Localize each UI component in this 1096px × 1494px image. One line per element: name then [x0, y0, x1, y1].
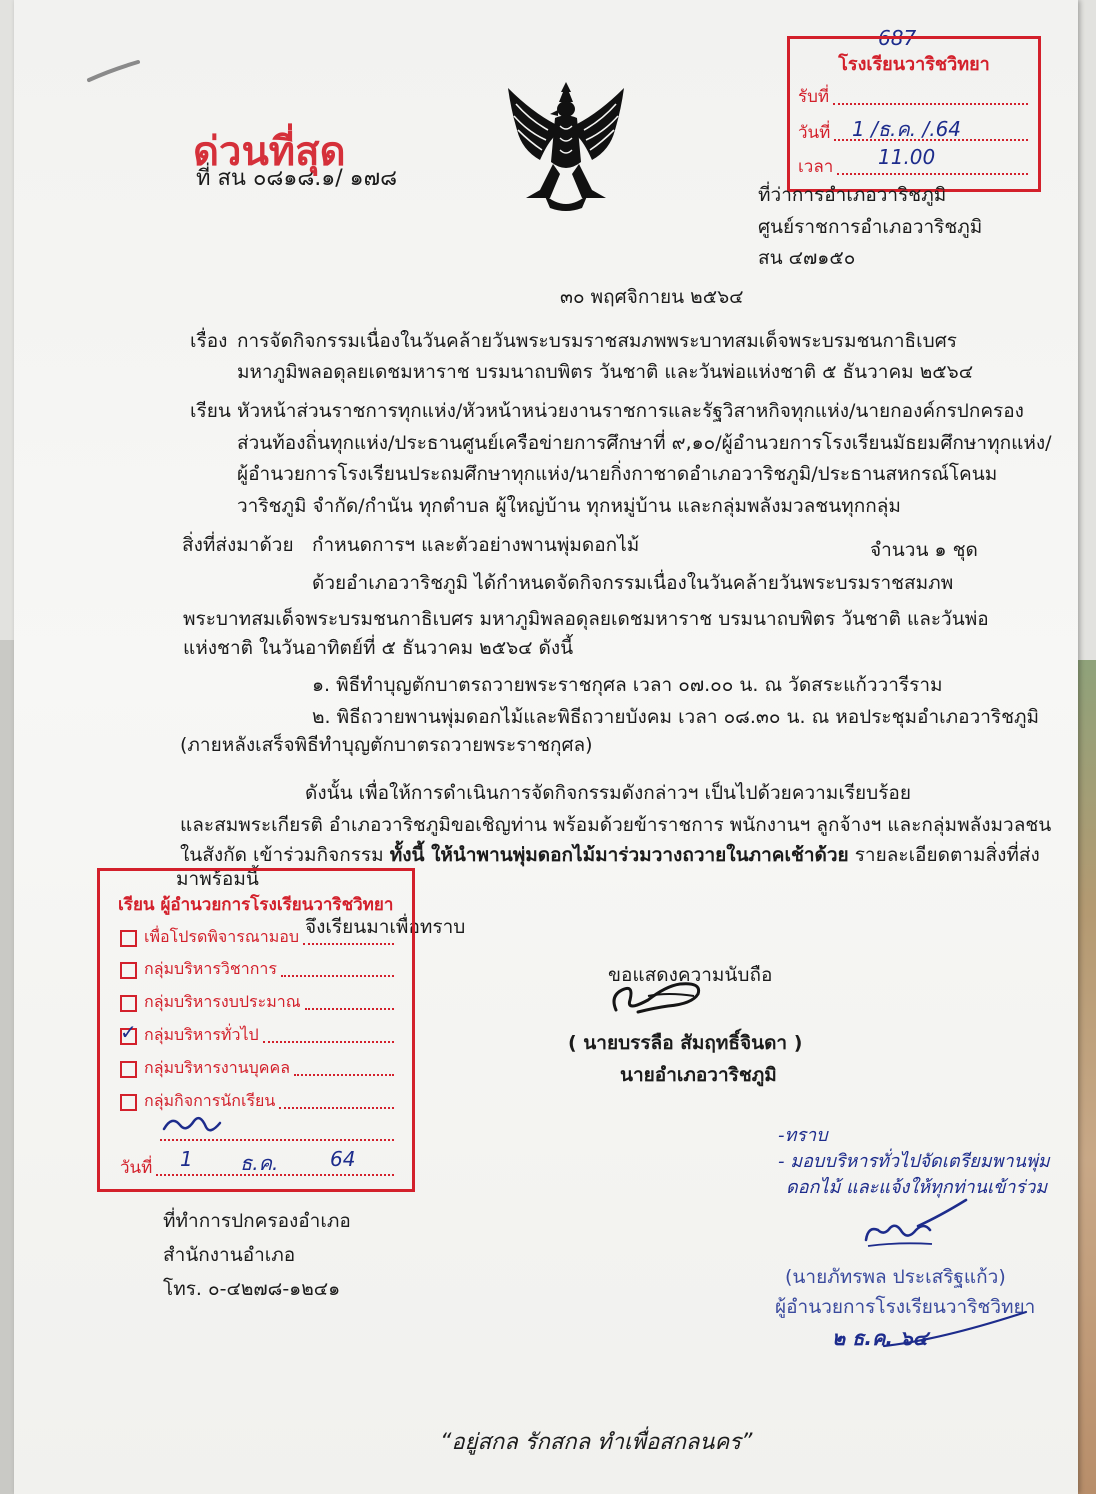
- subject-label: เรื่อง: [190, 330, 228, 352]
- garuda-emblem-icon: [500, 80, 632, 214]
- closing-line: จึงเรียนมาเพื่อทราบ: [305, 916, 466, 938]
- enclosure-quantity: จำนวน ๑ ชุด: [870, 539, 978, 561]
- director-signature: [858, 1196, 976, 1254]
- document-number: ที่ สน ๐๘๑๘.๑/ ๑๗๘: [196, 166, 398, 191]
- receipt-date-value: 1 /ธ.ค. /.64: [852, 117, 962, 141]
- routing-option: [120, 1023, 394, 1048]
- contact-phone: โทร. ๐-๔๒๗๘-๑๒๔๑: [163, 1278, 341, 1300]
- signer-name: ( นายบรรลือ สัมฤทธิ์จินดา ): [568, 1032, 803, 1054]
- routing-initials-signature: [158, 1109, 238, 1139]
- sender-address-line: ศูนย์ราชการอำเภอวาริชภูมิ: [758, 216, 983, 238]
- body-line: และสมพระเกียรติ อำเภอวาริชภูมิขอเชิญท่าน พร้อมด้วยข้าราชการ พนักงานฯ ลูกจ้างฯ และกลุ่มพลังมวลชน: [180, 814, 1052, 836]
- to-line: หัวหน้าส่วนราชการทุกแห่ง/หัวหน้าหน่วยงานราชการและรัฐวิสาหกิจทุกแห่ง/นายกองค์กรปกครอง: [237, 400, 1024, 422]
- contact-line: ที่ทำการปกครองอำเภอ: [163, 1210, 351, 1232]
- checkbox-icon: [120, 995, 137, 1012]
- receipt-stamp-school: โรงเรียนวาริชวิทยา: [838, 54, 990, 75]
- receipt-number-row: [798, 83, 1028, 110]
- checkbox-icon: [120, 1028, 137, 1045]
- routing-option: [120, 925, 394, 950]
- sender-address-line: ที่ว่าการอำเภอวาริชภูมิ: [758, 184, 947, 206]
- director-note-line: ดอกไม้ และแจ้งให้ทุกท่านเข้าร่วม: [786, 1177, 1048, 1198]
- body-text: รายละเอียดตามสิ่งที่ส่ง: [848, 844, 1040, 866]
- routing-stamp: [97, 868, 415, 1192]
- routing-option-label: กลุ่มกิจการนักเรียน: [144, 1091, 276, 1110]
- body-text: ในสังกัด เข้าร่วมกิจกรรม: [180, 844, 390, 866]
- routing-option-label: กลุ่มบริหารวิชาการ: [144, 959, 278, 978]
- dotted-line: [294, 1073, 394, 1076]
- director-note-line: -ทราบ: [778, 1125, 828, 1146]
- schedule-item: ๑. พิธีทำบุญตักบาตรถวายพระราชกุศล เวลา ๐๗.๐๐ น. ณ วัดสระแก้ววารีราม: [312, 674, 943, 696]
- receipt-stamp: [787, 36, 1041, 192]
- director-date-stroke: [880, 1310, 1030, 1350]
- dotted-line: [305, 1007, 394, 1010]
- dotted-line: [833, 102, 1028, 105]
- routing-option: [120, 990, 394, 1015]
- table-surface-right: [1076, 660, 1096, 1494]
- routing-date-year: 64: [330, 1147, 356, 1171]
- footer-motto: “อยู่สกล รักสกล ทำเพื่อสกลนคร”: [440, 1430, 753, 1455]
- schedule-item: ๒. พิธีถวายพานพุ่มดอกไม้และพิธีถวายบังคม เวลา ๐๘.๓๐ น. ณ หอประชุมอำเภอวาริชภูมิ: [312, 706, 1040, 728]
- body-line: [180, 842, 1040, 868]
- checkbox-icon: [120, 1094, 137, 1111]
- routing-option-label: กลุ่มบริหารงบประมาณ: [144, 992, 301, 1011]
- dotted-line: [160, 1139, 394, 1141]
- body-line: ดังนั้น เพื่อให้การดำเนินการจัดกิจกรรมดังกล่าวฯ เป็นไปด้วยความเรียบร้อย: [305, 782, 911, 804]
- body-line: พระบาทสมเด็จพระบรมชนกาธิเบศร มหาภูมิพลอดุลยเดชมหาราช บรมนาถบพิตร วันชาติ และวันพ่อ: [183, 608, 989, 630]
- body-emphasis: ทั้งนี้ ให้นำพานพุ่มดอกไม้มาร่วมวางถวายในภาคเช้าด้วย: [389, 844, 849, 866]
- body-line: แห่งชาติ ในวันอาทิตย์ที่ ๕ ธันวาคม ๒๕๖๔ ดังนี้: [183, 637, 574, 659]
- document-date: ๓๐ พฤศจิกายน ๒๕๖๔: [560, 286, 744, 308]
- regards-line: ขอแสดงความนับถือ: [608, 964, 773, 986]
- dotted-line: [837, 172, 1028, 175]
- routing-stamp-header: เรียน ผู้อำนวยการโรงเรียนวาริชวิทยา: [118, 895, 394, 915]
- to-line: ส่วนท้องถิ่นทุกแห่ง/ประธานศูนย์เครือข่ายการศึกษาที่ ๙,๑๐/ผู้อำนวยการโรงเรียนมัธยมศึกษาทุกแห่ง/: [237, 432, 1052, 454]
- director-title: ผู้อำนวยการโรงเรียนวาริชวิทยา: [775, 1296, 1036, 1318]
- checkbox-icon: [120, 930, 137, 947]
- body-line: มาพร้อมนี้: [176, 868, 259, 890]
- schedule-item-note: (ภายหลังเสร็จพิธีทำบุญตักบาตรถวายพระราชกุศล): [180, 734, 593, 756]
- routing-option-label: เพื่อโปรดพิจารณามอบ: [144, 927, 299, 946]
- dotted-line: [281, 974, 394, 977]
- urgency-stamp: ด่วนที่สุด: [193, 129, 346, 175]
- director-name: (นายภัทรพล ประเสริฐแก้ว): [785, 1266, 1006, 1288]
- receipt-handwritten-number: 687: [878, 26, 917, 50]
- routing-option-label: กลุ่มบริหารงานบุคคล: [144, 1058, 291, 1077]
- sender-address-line: สน ๔๗๑๕๐: [758, 247, 856, 269]
- checkbox-icon: [120, 1061, 137, 1078]
- receipt-time-label: เวลา: [798, 157, 834, 177]
- to-line: ผู้อำนวยการโรงเรียนประถมศึกษาทุกแห่ง/นายกิ่งกาชาดอำเภอวาริชภูมิ/ประธานสหกรณ์โคนม: [237, 463, 998, 485]
- routing-option-label: กลุ่มบริหารทั่วไป: [144, 1025, 259, 1044]
- dotted-line: [279, 1106, 394, 1109]
- enclosure-text: กำหนดการฯ และตัวอย่างพานพุ่มดอกไม้: [312, 534, 640, 556]
- receipt-number-label: รับที่: [798, 87, 830, 107]
- signer-title: นายอำเภอวาริชภูมิ: [620, 1064, 777, 1086]
- routing-option: [120, 957, 394, 982]
- district-chief-signature: [608, 966, 712, 1020]
- enclosure-label: สิ่งที่ส่งมาด้วย: [182, 534, 294, 556]
- dotted-line: [263, 1040, 394, 1043]
- contact-line: สำนักงานอำเภอ: [163, 1244, 296, 1266]
- to-label: เรียน: [190, 400, 231, 422]
- subject-line: มหาภูมิพลอดุลยเดชมหาราช บรมนาถบพิตร วันชาติ และวันพ่อแห่งชาติ ๕ ธันวาคม ๒๕๖๔: [237, 361, 974, 383]
- receipt-date-label: วันที่: [798, 123, 831, 143]
- routing-date-month: ธ.ค.: [240, 1151, 279, 1175]
- receipt-time-value: 11.00: [878, 145, 936, 169]
- body-line: ด้วยอำเภอวาริชภูมิ ได้กำหนดจัดกิจกรรมเนื่องในวันคล้ายวันพระบรมราชสมภพ: [312, 572, 954, 594]
- routing-date-day: 1: [180, 1147, 193, 1171]
- routing-option: [120, 1056, 394, 1081]
- checkbox-icon: [120, 962, 137, 979]
- routing-date-label: วันที่: [120, 1158, 153, 1178]
- director-note-line: - มอบบริหารทั่วไปจัดเตรียมพานพุ่ม: [778, 1151, 1050, 1172]
- subject-line: การจัดกิจกรรมเนื่องในวันคล้ายวันพระบรมราชสมภพพระบาทสมเด็จพระบรมชนกาธิเบศร: [237, 330, 957, 352]
- director-note-date: ๒ ธ.ค. ๖๔: [832, 1326, 928, 1350]
- dotted-line: [303, 942, 394, 945]
- pencil-mark: [86, 58, 142, 84]
- to-line: วาริชภูมิ จำกัด/กำนัน ทุกตำบล ผู้ใหญ่บ้าน ทุกหมู่บ้าน และกลุ่มพลังมวลชนทุกกลุ่ม: [237, 495, 901, 517]
